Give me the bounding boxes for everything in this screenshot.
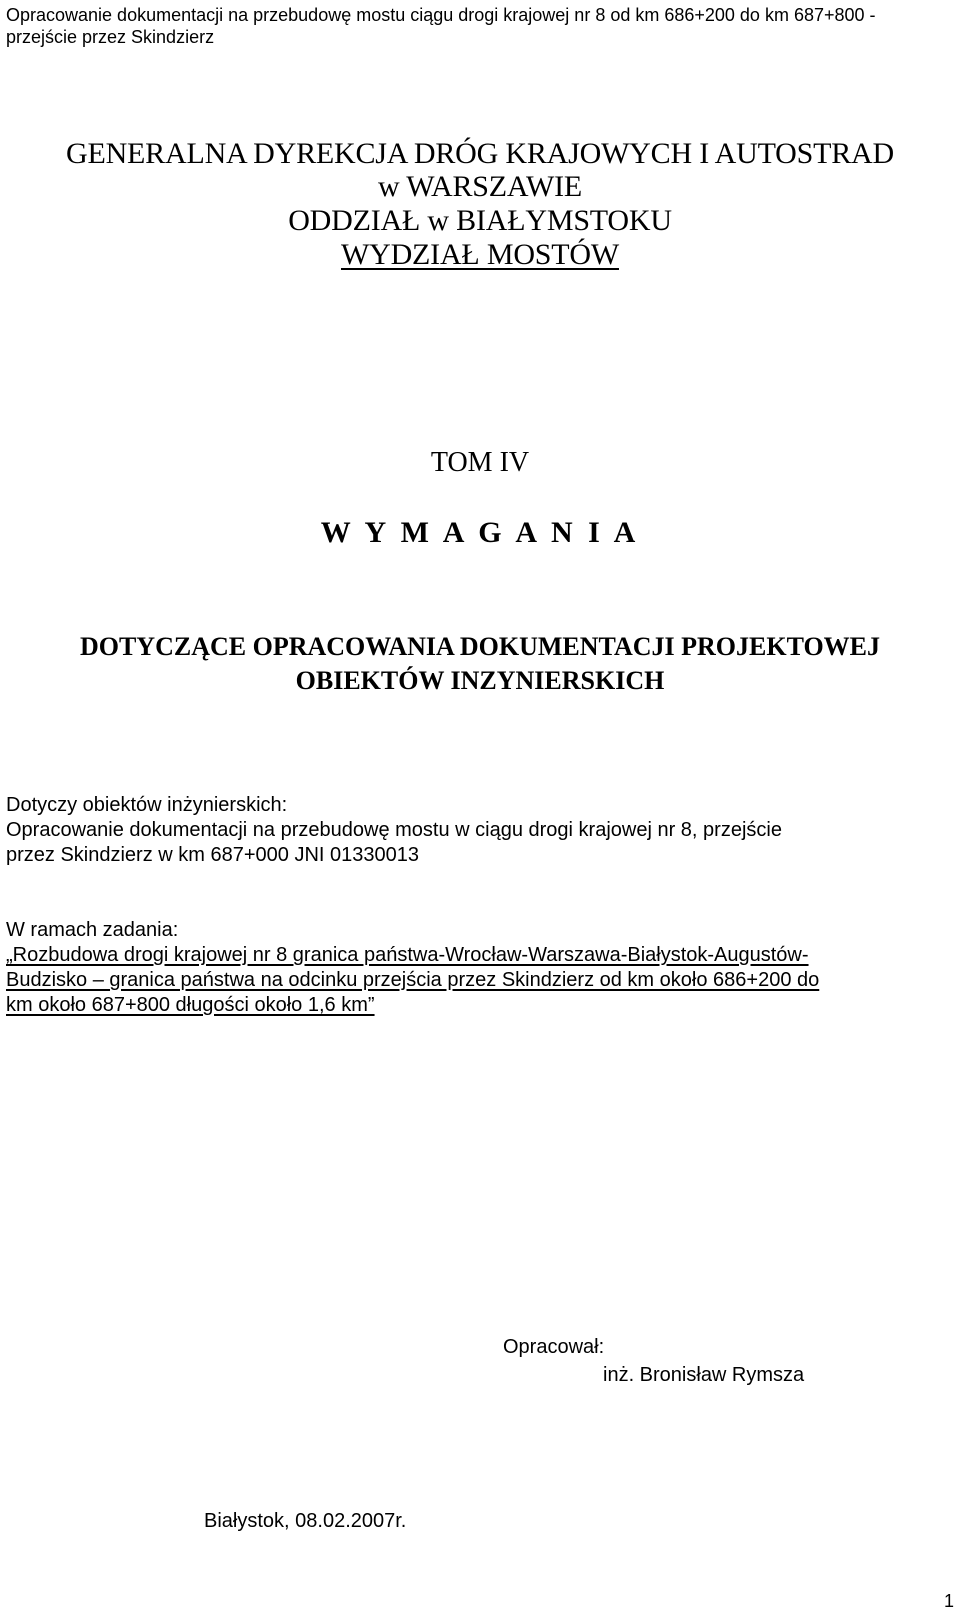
author-label: Opracował: xyxy=(503,1336,605,1358)
organization-branch: ODDZIAŁ w BIAŁYMSTOKU xyxy=(288,204,672,237)
page-number: 1 xyxy=(943,1591,954,1611)
department-label: WYDZIAŁ MOSTÓW xyxy=(341,238,619,271)
task-label: W ramach zadania: xyxy=(6,919,179,941)
volume-label: TOM IV xyxy=(430,447,530,478)
author-name: inż. Bronisław Rymsza xyxy=(603,1364,805,1386)
task-text-line-1: „Rozbudowa drogi krajowej nr 8 granica państwa-Wrocław-Warszawa-Białystok-Augustów- xyxy=(6,944,809,966)
document-subtitle-line-1: DOTYCZĄCE OPRACOWANIA DOKUMENTACJI PROJEKTOWEJ xyxy=(79,632,881,661)
task-text-line-2: Budzisko – granica państwa na odcinku przejścia przez Skindzierz od km około 686+200 do xyxy=(6,969,820,991)
document-subtitle-line-2: OBIEKTÓW INZYNIERSKICH xyxy=(295,666,665,695)
concerns-text-line-1: Opracowanie dokumentacji na przebudowę mostu w ciągu drogi krajowej nr 8, przejście xyxy=(6,819,782,841)
concerns-label: Dotyczy obiektów inżynierskich: xyxy=(6,794,288,816)
task-text-line-3: km około 687+800 długości około 1,6 km” xyxy=(6,994,375,1016)
running-header-line-1: Opracowanie dokumentacji na przebudowę mostu ciągu drogi krajowej nr 8 od km 686+200 do km 687+800 - xyxy=(6,5,876,25)
organization-department xyxy=(0,238,960,272)
organization-name: GENERALNA DYREKCJA DRÓG KRAJOWYCH I AUTOSTRAD xyxy=(66,137,894,170)
organization-city: w WARSZAWIE xyxy=(378,170,582,203)
document-title: W Y M A G A N I A xyxy=(320,516,640,549)
place-date: Białystok, 08.02.2007r. xyxy=(204,1510,407,1532)
running-header-line-2: przejście przez Skindzierz xyxy=(6,27,215,47)
concerns-text-line-2: przez Skindzierz w km 687+000 JNI 01330013 xyxy=(6,844,420,866)
